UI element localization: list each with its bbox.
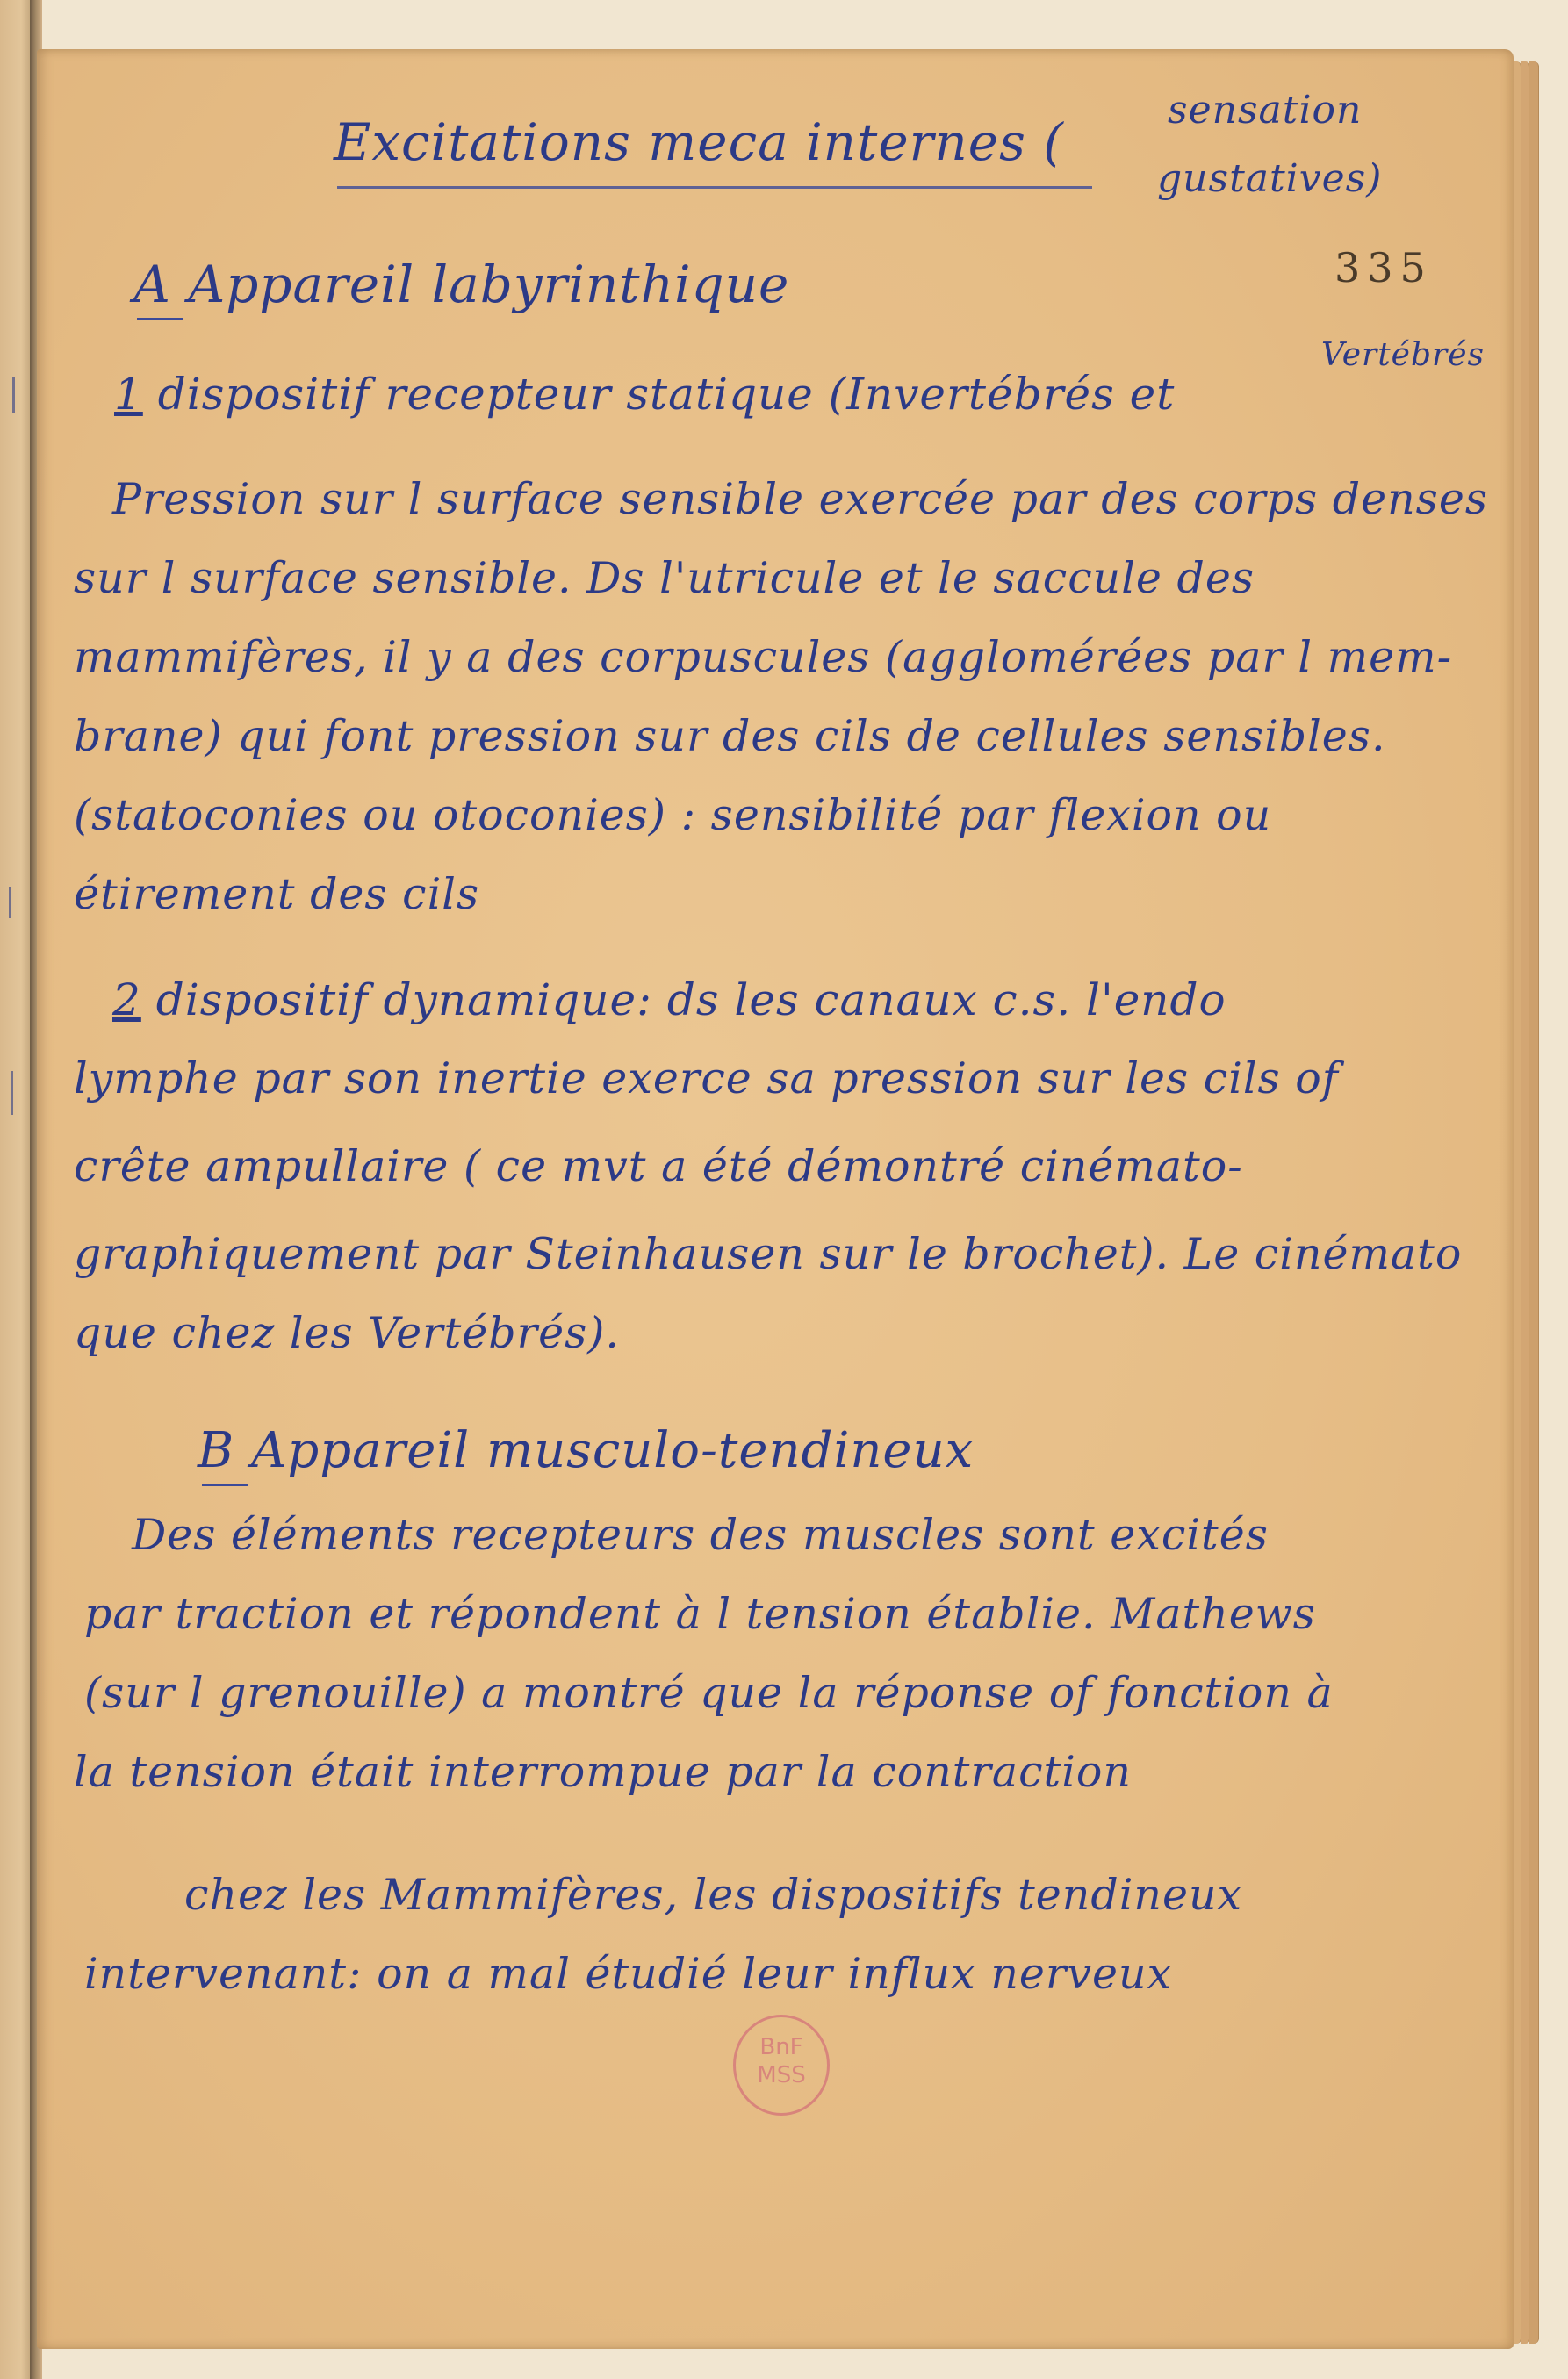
section-b-heading: B Appareil musculo-tendineux (198, 1422, 975, 1479)
stamp-line1: BnF (759, 2034, 803, 2060)
text-line: la tension était interrompue par la contraction (74, 1747, 1132, 1797)
text-line: par traction et répondent à l tension établie. Mathews (84, 1589, 1316, 1639)
text-line: crête ampullaire ( ce mvt a été démontré cinémato- (74, 1141, 1243, 1191)
text-line: Pression sur l surface sensible exercée par des corps denses (112, 474, 1488, 524)
page-stack-edge (1529, 61, 1539, 2344)
text-line: Des éléments recepteurs des muscles sont excités (132, 1510, 1269, 1560)
text-line: brane) qui font pression sur des cils de cellules sensibles. (74, 711, 1386, 761)
margin-mark (9, 887, 11, 918)
text-line: sur l surface sensible. Ds l'utricule et le saccule des (74, 553, 1255, 603)
margin-mark (11, 1071, 13, 1115)
text-line: étirement des cils (74, 869, 480, 919)
item-1-label: dispositif recepteur statique (Invertébrés et (157, 369, 1176, 420)
text-line: chez les Mammifères, les dispositifs tendineux (184, 1870, 1243, 1920)
page-title: Excitations meca internes ( (334, 112, 1064, 172)
item-1-heading (114, 369, 1175, 420)
item-1-number: 1 (114, 369, 143, 420)
page-number: 335 (1334, 244, 1433, 291)
text-line: mammifères, il y a des corpuscules (agglomérées par l mem- (74, 632, 1453, 682)
stamp-line2: MSS (757, 2062, 806, 2088)
library-stamp (733, 2015, 830, 2116)
section-a-underline (137, 318, 183, 320)
text-line: graphiquement par Steinhausen sur le brochet). Le cinémato (74, 1229, 1463, 1279)
title-note-line2: gustatives) (1157, 156, 1383, 201)
text-line: intervenant: on a mal étudié leur influx nerveux (84, 1949, 1173, 1999)
item-2-number: 2 (112, 974, 141, 1025)
text-line: (statoconies ou otoconies) : sensibilité par flexion ou (74, 790, 1272, 840)
title-note-line1: sensation (1168, 88, 1363, 133)
margin-mark (12, 377, 15, 413)
section-a-heading: A Appareil labyrinthique (133, 255, 790, 314)
item-2-heading (112, 974, 1226, 1025)
text-line: lymphe par son inertie exerce sa pression sur les cils of (74, 1053, 1339, 1103)
item-1-margin-note: Vertébrés (1321, 337, 1485, 373)
text-line: que chez les Vertébrés). (74, 1308, 620, 1358)
section-b-underline (202, 1484, 248, 1486)
text-line: (sur l grenouille) a montré que la réponse of fonction à (84, 1668, 1334, 1718)
item-2-label: dispositif dynamique: ds les canaux c.s. l'endo (155, 974, 1226, 1025)
title-underline (337, 186, 1092, 189)
